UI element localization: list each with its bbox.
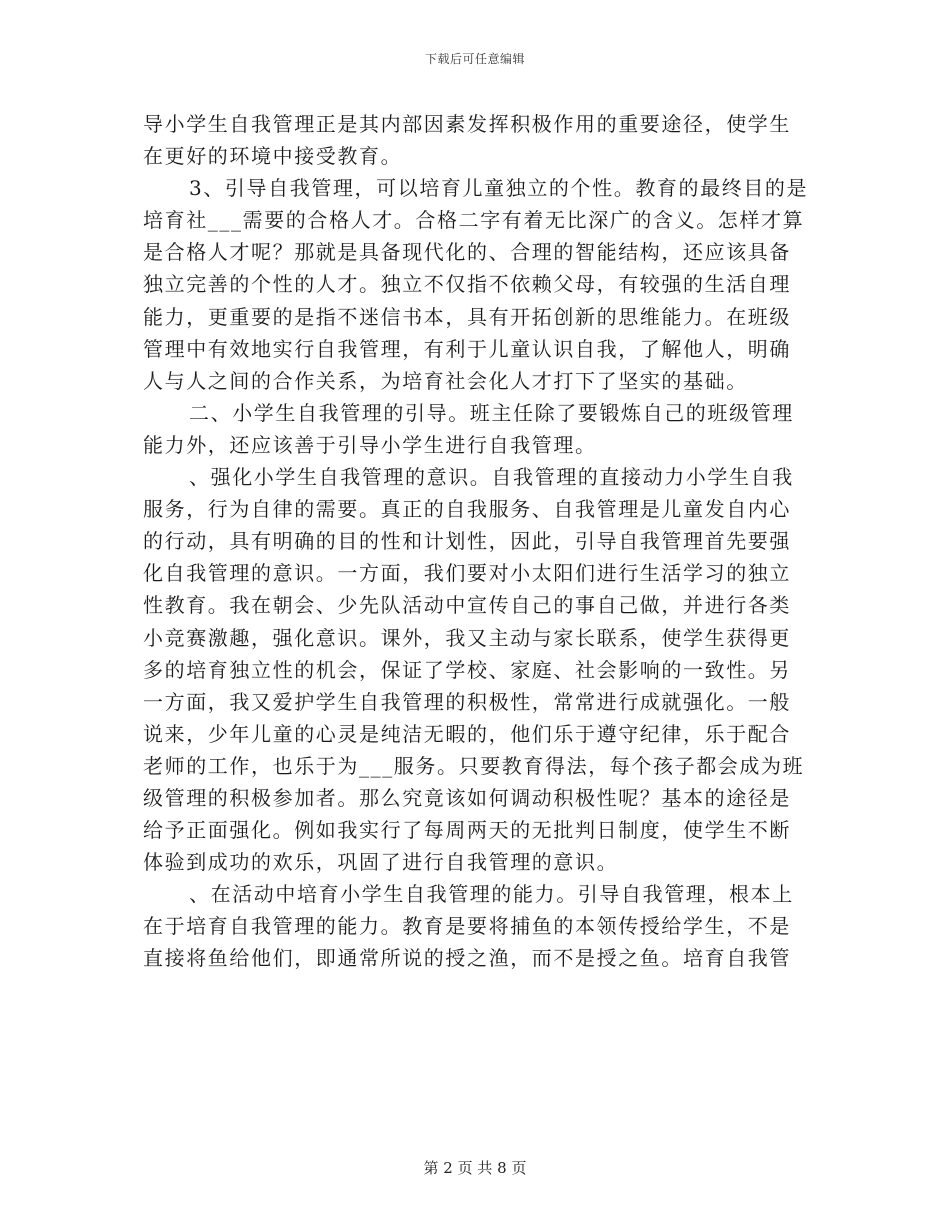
text-line: 独立完善的个性的人才。独立不仅指不依赖父母，有较强的生活自理: [143, 272, 791, 297]
text-line: 二、小学生自我管理的引导。班主任除了要锻炼自己的班级管理: [189, 400, 794, 425]
text-line: 说来，少年儿童的心灵是纯洁无暇的，他们乐于遵守纪律，乐于配合: [143, 721, 791, 746]
text-line: 能力，更重要的是指不迷信书本，具有开拓创新的思维能力。在班级: [143, 304, 791, 329]
text-line: 小竞赛激趣，强化意识。课外，我又主动与家长联系，使学生获得更: [143, 625, 791, 650]
text-line: 直接将鱼给他们，即通常所说的授之渔，而不是授之鱼。培育自我管: [143, 946, 791, 971]
text-line: 培育社___需要的合格人才。合格二字有着无比深广的含义。怎样才算: [143, 208, 805, 233]
text-line: 一方面，我又爱护学生自我管理的积极性，常常进行成就强化。一般: [143, 689, 791, 714]
paragraph: [143, 172, 808, 397]
text-line: 是合格人才呢？那就是具备现代化的、合理的智能结构，还应该具备: [143, 240, 791, 265]
text-line: 的行动，具有明确的目的性和计划性，因此，引导自我管理首先要强: [143, 529, 791, 554]
paragraph: [143, 397, 808, 461]
text-line: 给予正面强化。例如我实行了每周两天的无批判日制度，使学生不断: [143, 818, 791, 843]
document-body: [143, 108, 808, 975]
text-line: 级管理的积极参加者。那么究竟该如何调动积极性呢？基本的途径是: [143, 785, 791, 810]
text-line: 能力外，还应该善于引导小学生进行自我管理。: [143, 432, 597, 457]
text-line: 服务，行为自律的需要。真正的自我服务、自我管理是儿童发自内心: [143, 497, 791, 522]
text-line: 在于培育自我管理的能力。教育是要将捕鱼的本领传授给学生，不是: [143, 914, 791, 939]
text-line: 老师的工作，也乐于为___服务。只要教育得法，每个孩子都会成为班: [143, 753, 805, 778]
header-note: 下载后可任意编辑: [424, 52, 525, 66]
paragraph: [143, 461, 808, 878]
text-line: 化自我管理的意识。一方面，我们要对小太阳们进行生活学习的独立: [143, 561, 791, 586]
text-line: 管理中有效地实行自我管理，有利于儿童认识自我，了解他人，明确: [143, 336, 791, 361]
paragraph: [143, 108, 808, 172]
text-line: 性教育。我在朝会、少先队活动中宣传自己的事自己做，并进行各类: [143, 593, 791, 618]
text-line: 导小学生自我管理正是其内部因素发挥积极作用的重要途径，使学生: [143, 112, 791, 136]
text-line: 多的培育独立性的机会，保证了学校、家庭、社会影响的一致性。另: [143, 657, 791, 682]
text-line: 体验到成功的欢乐，巩固了进行自我管理的意识。: [143, 850, 619, 875]
text-line: 人与人之间的合作关系，为培育社会化人才打下了坚实的基础。: [143, 368, 748, 393]
page-number: 第 2 页 共 8 页: [423, 1159, 527, 1177]
text-line: 3、引导自我管理，可以培育儿童独立的个性。教育的最终目的是: [189, 176, 809, 201]
text-line: 、在活动中培育小学生自我管理的能力。引导自我管理，根本上: [189, 882, 794, 907]
text-line: 、强化小学生自我管理的意识。自我管理的直接动力小学生自我: [189, 465, 794, 490]
text-line: 在更好的环境中接受教育。: [143, 144, 403, 169]
paragraph: [143, 878, 808, 974]
